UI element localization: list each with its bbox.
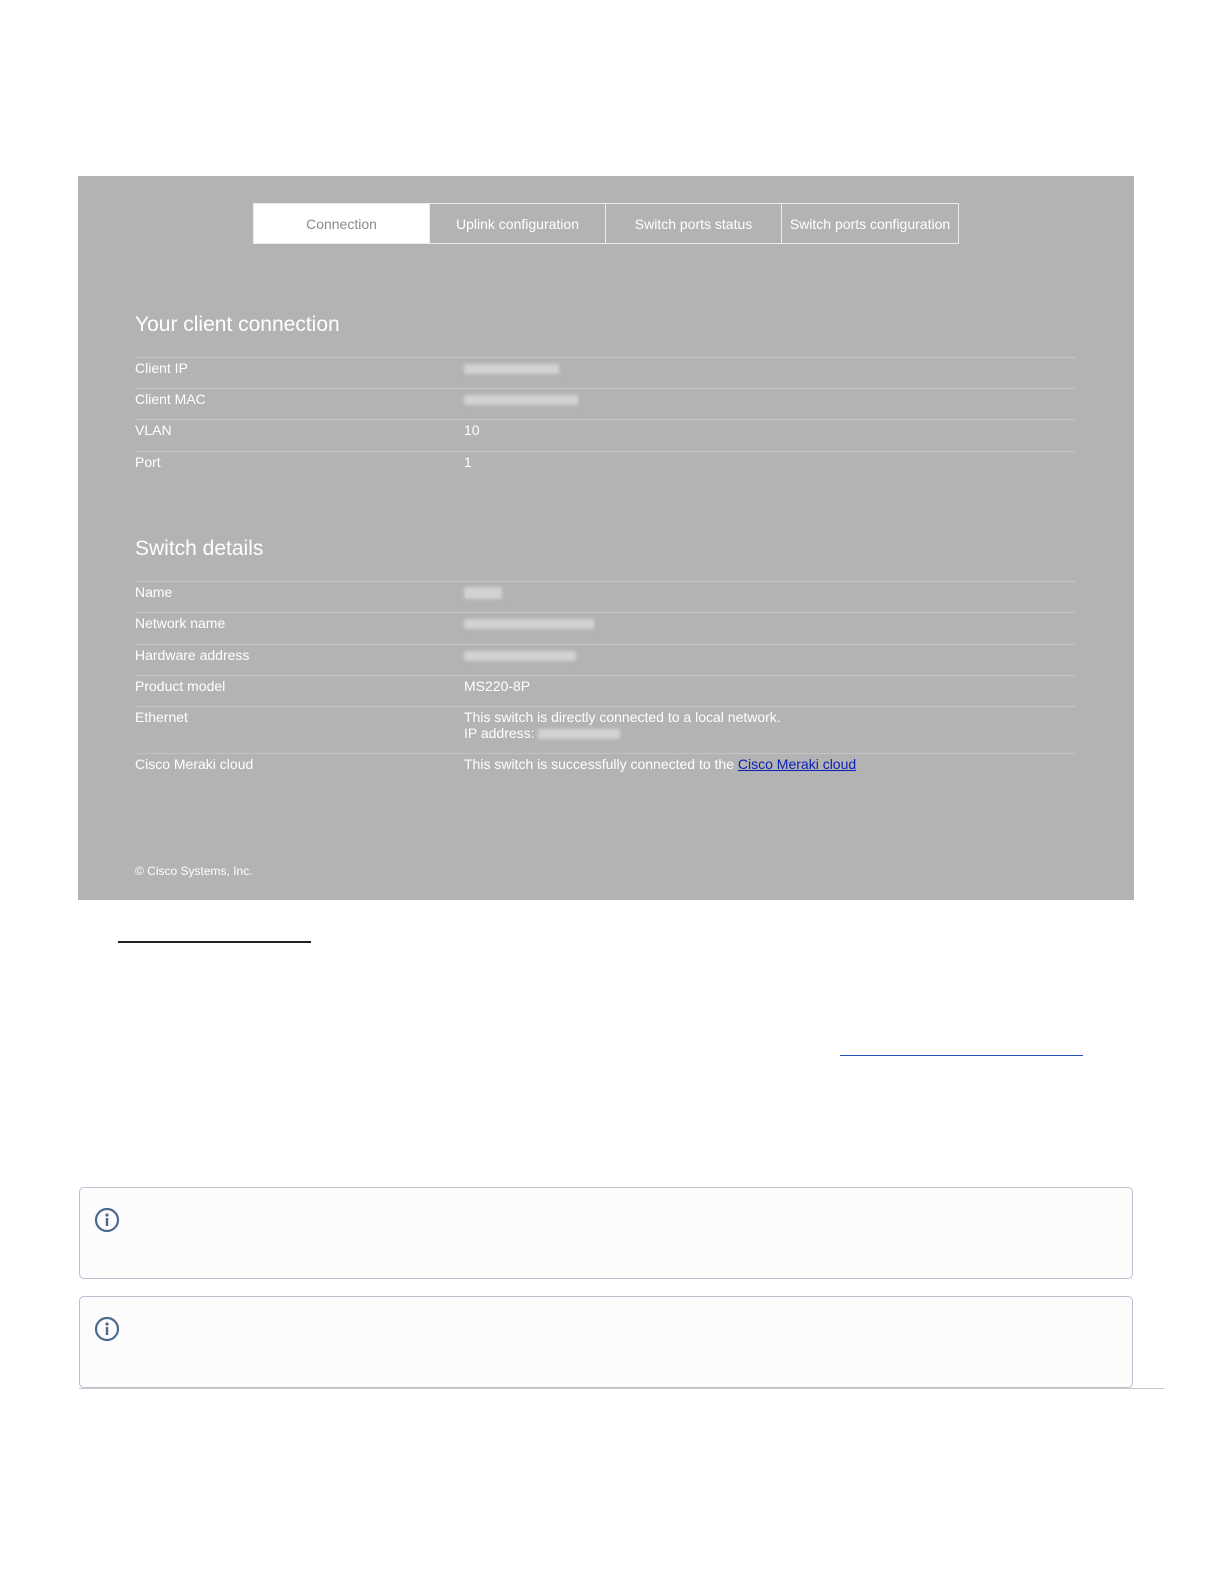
divider [118,941,311,943]
client-connection-title: Your client connection [135,313,340,336]
table-row [135,357,1076,388]
table-row [135,753,1076,785]
client-ip-value [464,360,559,376]
row-label: Network name [135,615,226,631]
cloud-status-text: This switch is successfully connected to the [464,756,735,772]
table-row [135,612,1076,644]
switch-details-title: Switch details [135,537,264,560]
table-row [135,451,1076,482]
row-label: Client MAC [135,391,206,407]
client-mac-value [464,391,578,407]
name-value [464,584,502,600]
row-label: Client IP [135,360,188,376]
info-callout [79,1187,1133,1279]
info-icon [94,1316,120,1342]
tab-bar [253,203,959,244]
tab-uplink-configuration[interactable]: Uplink configuration [430,204,606,243]
info-icon [94,1207,120,1233]
row-label: Name [135,584,173,600]
cisco-meraki-cloud-link[interactable]: Cisco Meraki cloud [737,756,857,772]
hardware-address-value [464,647,576,663]
ethernet-status-text: This switch is directly connected to a local network. [464,709,781,725]
table-row [135,644,1076,675]
switch-details-table [135,581,1076,785]
product-model-value: MS220-8P [464,678,531,694]
port-value: 1 [464,454,472,470]
bottom-divider [79,1388,1164,1389]
row-label: Port [135,454,161,470]
table-row [135,388,1076,419]
status-page-panel [78,176,1134,900]
row-label: Cisco Meraki cloud [135,756,254,772]
info-callout [79,1296,1133,1388]
tab-switch-ports-configuration[interactable]: Switch ports configuration [789,215,951,232]
client-connection-table [135,357,1076,482]
row-label: Ethernet [135,709,188,725]
link-underline [840,1055,1083,1056]
network-name-value [464,615,594,631]
table-row [135,581,1076,612]
vlan-value: 10 [464,422,480,438]
copyright-text: © Cisco Systems, Inc. [135,864,253,878]
row-label: VLAN [135,422,172,438]
table-row [135,675,1076,706]
tab-connection[interactable]: Connection [254,204,430,243]
row-label: Hardware address [135,647,250,663]
ip-address-label: IP address: [464,725,535,741]
tab-switch-ports-status[interactable]: Switch ports status [606,204,782,243]
table-row [135,706,1076,753]
ethernet-value [464,709,781,741]
row-label: Product model [135,678,226,694]
cloud-status-value [464,756,856,772]
ip-address-value [538,729,620,739]
table-row [135,419,1076,451]
